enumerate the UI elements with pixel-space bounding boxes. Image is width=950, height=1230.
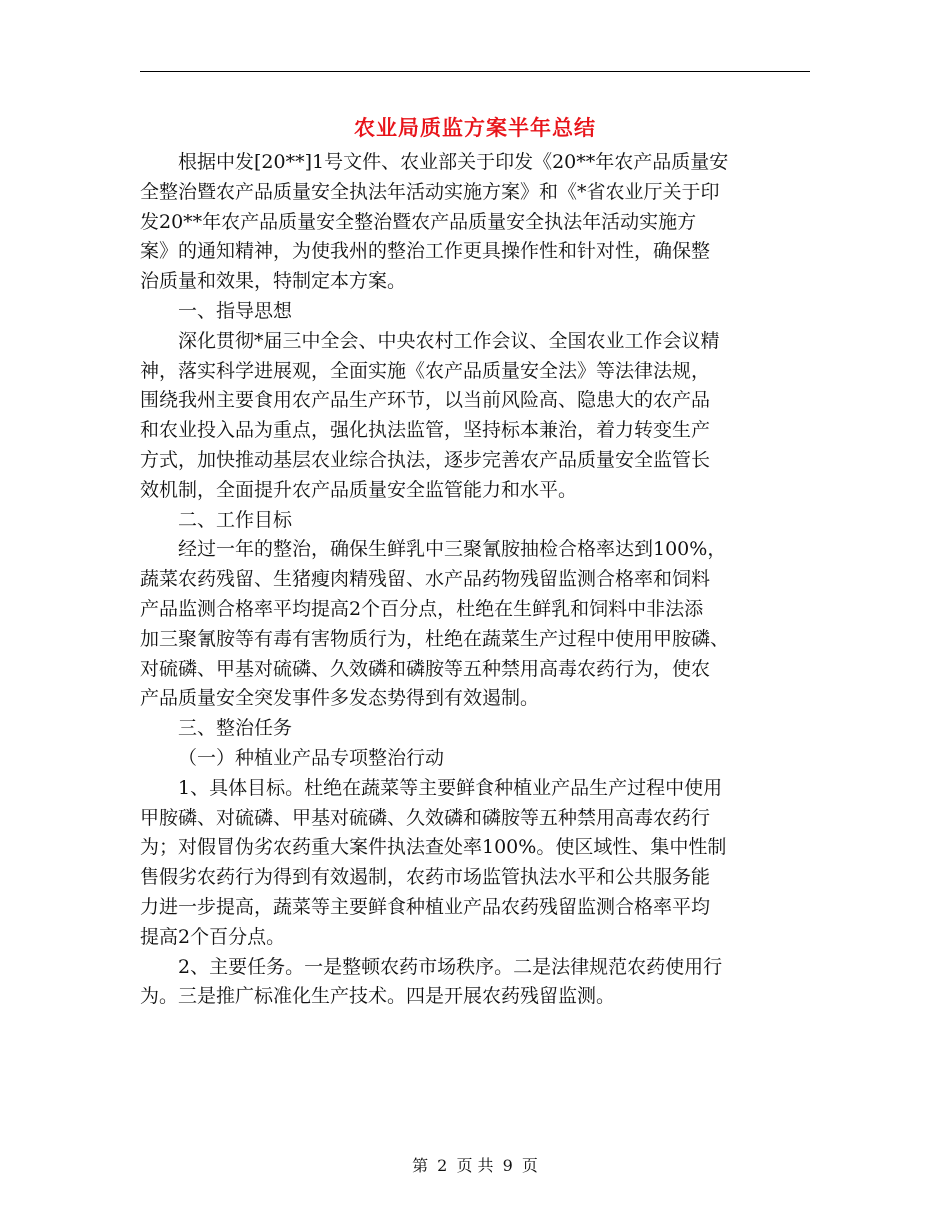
body-paragraph xyxy=(140,744,808,774)
body-paragraph xyxy=(140,535,808,714)
paragraph-line: 根据中发[20**]1号文件、农业部关于印发《20**年农产品质量安 xyxy=(178,151,729,173)
body-paragraph xyxy=(140,148,808,297)
paragraph-line: 围绕我州主要食用农产品生产环节，以当前风险高、隐患大的农产品 xyxy=(140,389,711,412)
paragraph-line: 蔬菜农药残留、生猪瘦肉精残留、水产品药物残留监测合格率和饲料 xyxy=(140,568,711,591)
body-paragraph xyxy=(140,714,808,744)
page-footer xyxy=(0,1153,950,1176)
body-paragraph xyxy=(140,774,808,953)
footer-prefix: 第 xyxy=(412,1156,429,1175)
paragraph-line: 三、整治任务 xyxy=(178,717,293,740)
paragraph-line: 为。三是推广标准化生产技术。四是开展农药残留监测。 xyxy=(140,985,616,1008)
paragraph-line: 一、指导思想 xyxy=(178,299,293,322)
document-body xyxy=(140,148,808,1012)
paragraph-line: 为；对假冒伪劣农药重大案件执法查处率100%。使区域性、集中性制 xyxy=(140,836,727,859)
paragraph-line: 效机制，全面提升农产品质量安全监管能力和水平。 xyxy=(140,478,578,501)
paragraph-line: 治质量和效果，特制定本方案。 xyxy=(140,270,407,293)
paragraph-line: 力进一步提高，蔬菜等主要鲜食种植业产品农药残留监测合格率平均 xyxy=(140,895,711,918)
paragraph-line: 全整治暨农产品质量安全执法年活动实施方案》和《*省农业厅关于印 xyxy=(140,180,720,203)
paragraph-line: 对硫磷、甲基对硫磷、久效磷和磷胺等五种禁用高毒农药行为，使农 xyxy=(140,657,711,680)
paragraph-line: 产品质量安全突发事件多发态势得到有效遏制。 xyxy=(140,687,540,710)
footer-suffix: 页 xyxy=(521,1156,538,1175)
paragraph-line: 神，落实科学进展观，全面实施《农产品质量安全法》等法律法规， xyxy=(140,359,711,382)
paragraph-line: 1、具体目标。杜绝在蔬菜等主要鲜食种植业产品生产过程中使用 xyxy=(178,776,723,799)
body-paragraph xyxy=(140,297,808,327)
paragraph-line: （一）种植业产品专项整治行动 xyxy=(178,746,445,769)
paragraph-line: 产品监测合格率平均提高2个百分点，杜绝在生鲜乳和饲料中非法添 xyxy=(140,597,704,620)
current-page-number: 2 xyxy=(437,1156,448,1175)
paragraph-line: 甲胺磷、对硫磷、甲基对硫磷、久效磷和磷胺等五种禁用高毒农药行 xyxy=(140,806,711,829)
paragraph-line: 发20**年农产品质量安全整治暨农产品质量安全执法年活动实施方 xyxy=(140,210,697,233)
paragraph-line: 加三聚氰胺等有毒有害物质行为，杜绝在蔬菜生产过程中使用甲胺磷、 xyxy=(140,627,730,650)
header-rule xyxy=(140,71,810,72)
paragraph-line: 提高2个百分点。 xyxy=(140,925,286,948)
paragraph-line: 二、工作目标 xyxy=(178,508,293,531)
paragraph-line: 方式，加快推动基层农业综合执法，逐步完善农产品质量安全监管长 xyxy=(140,448,711,471)
paragraph-line: 售假劣农药行为得到有效遏制，农药市场监管执法水平和公共服务能 xyxy=(140,866,711,889)
body-paragraph xyxy=(140,506,808,536)
document-title: 农业局质监方案半年总结 xyxy=(354,115,596,140)
paragraph-line: 经过一年的整治，确保生鲜乳中三聚氰胺抽检合格率达到100%， xyxy=(178,538,727,561)
paragraph-line: 2、主要任务。一是整顿农药市场秩序。二是法律规范农药使用行 xyxy=(178,955,723,978)
total-pages-number: 9 xyxy=(502,1156,513,1175)
footer-middle: 页 共 xyxy=(456,1156,494,1175)
paragraph-line: 和农业投入品为重点，强化执法监管，坚持标本兼治，着力转变生产 xyxy=(140,419,711,442)
body-paragraph xyxy=(140,327,808,506)
paragraph-line: 深化贯彻*届三中全会、中央农村工作会议、全国农业工作会议精 xyxy=(178,329,720,352)
paragraph-line: 案》的通知精神，为使我州的整治工作更具操作性和针对性，确保整 xyxy=(140,240,711,263)
body-paragraph xyxy=(140,953,808,1013)
